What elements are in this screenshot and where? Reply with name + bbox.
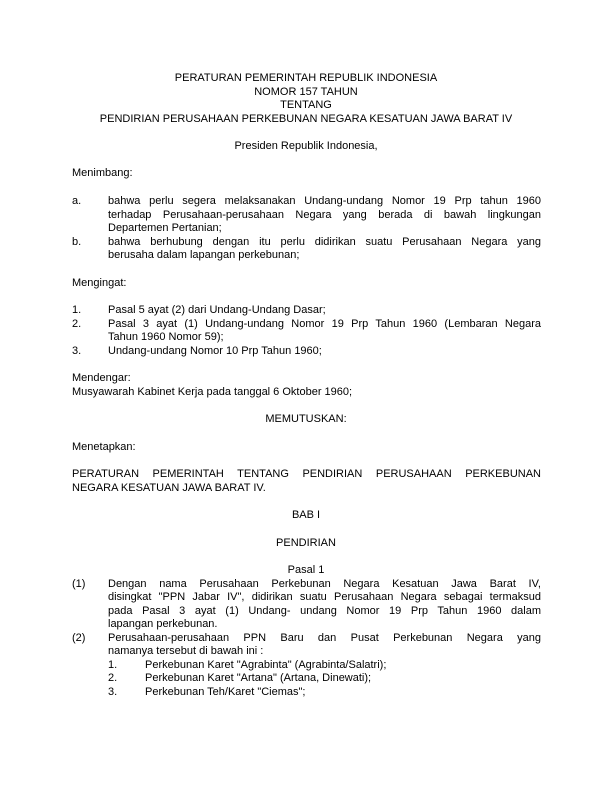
list-label: (2): [72, 631, 86, 644]
sublist-label: 1.: [108, 658, 118, 671]
list-item-line: lapangan perkebunan.: [108, 618, 218, 630]
title-line-1: PERATURAN PEMERINTAH REPUBLIK INDONESIA: [174, 72, 438, 84]
sublist-item: Perkebunan Karet "Artana" (Artana, Dinewati);: [145, 672, 372, 684]
list-item-line: disingkat "PPN Jabar IV", didirikan suatu Perusahaan Negara sebagai termaksud: [108, 591, 541, 603]
list-item-line: Dengan nama Perusahaan Perkebunan Negara Kesatuan Jawa Barat IV,: [108, 577, 541, 590]
mendengar-text: Musyawarah Kabinet Kerja pada tanggal 6 Oktober 1960;: [72, 385, 353, 398]
list-label: a.: [72, 195, 82, 207]
sublist-item: Perkebunan Karet "Agrabinta" (Agrabinta/Salatri);: [145, 658, 387, 671]
list-item-line: Undang-undang Nomor 10 Prp Tahun 1960;: [108, 344, 322, 357]
bab-title: PENDIRIAN: [276, 537, 336, 549]
president-line: Presiden Republik Indonesia,: [234, 140, 378, 152]
mengingat-heading: Mengingat:: [72, 277, 127, 289]
list-label: (1): [72, 577, 86, 590]
list-item-line: Perusahaan-perusahaan PPN Baru dan Pusat Perkebunan Negara yang: [108, 631, 541, 644]
list-item-line: Pasal 5 ayat (2) dari Undang-Undang Dasar;: [108, 304, 326, 316]
menetapkan-line: NEGARA KESATUAN JAWA BARAT IV.: [72, 481, 266, 494]
title-line-3: TENTANG: [280, 99, 332, 111]
list-item-line: terhadap Perusahaan-perusahaan Negara yang berada di bawah lingkungan: [108, 208, 541, 221]
mendengar-heading: Mendengar:: [72, 372, 131, 384]
list-item-line: pada Pasal 3 ayat (1) Undang- undang Nomor 19 Prp Tahun 1960 dalam: [108, 604, 541, 617]
list-item-line: Pasal 3 ayat (1) Undang-undang Nomor 19 Prp Tahun 1960 (Lembaran Negara: [108, 317, 541, 330]
list-item-line: bahwa perlu segera melaksanakan Undang-undang Nomor 19 Prp tahun 1960: [108, 195, 541, 207]
menimbang-heading: Menimbang:: [72, 167, 133, 179]
list-label: 3.: [72, 344, 82, 357]
sublist-item: Perkebunan Teh/Karet "Ciemas";: [145, 685, 306, 698]
list-item-line: bahwa berhubung dengan itu perlu didirikan suatu Perusahaan Negara yang: [108, 235, 541, 248]
list-label: 2.: [72, 317, 82, 330]
list-item-line: Departemen Pertanian;: [108, 222, 222, 234]
list-label: 1.: [72, 304, 82, 316]
sublist-label: 2.: [108, 672, 118, 684]
memutuskan-heading: MEMUTUSKAN:: [265, 413, 347, 425]
sublist-label: 3.: [108, 685, 118, 698]
menetapkan-heading: Menetapkan:: [72, 441, 136, 453]
pasal-title: Pasal 1: [287, 564, 325, 576]
title-line-2: NOMOR 157 TAHUN: [254, 85, 358, 98]
menetapkan-line: PERATURAN PEMERINTAH TENTANG PENDIRIAN PERUSAHAAN PERKEBUNAN: [72, 468, 541, 480]
list-item-line: berusaha dalam lapangan perkebunan;: [108, 249, 300, 261]
bab-heading: BAB I: [291, 509, 321, 521]
list-item-line: namanya tersebut di bawah ini :: [108, 645, 264, 657]
list-item-line: Tahun 1960 Nomor 59);: [108, 331, 224, 343]
list-label: b.: [72, 235, 82, 248]
title-line-4: PENDIRIAN PERUSAHAAN PERKEBUNAN NEGARA KESATUAN JAWA BARAT IV: [99, 112, 513, 125]
